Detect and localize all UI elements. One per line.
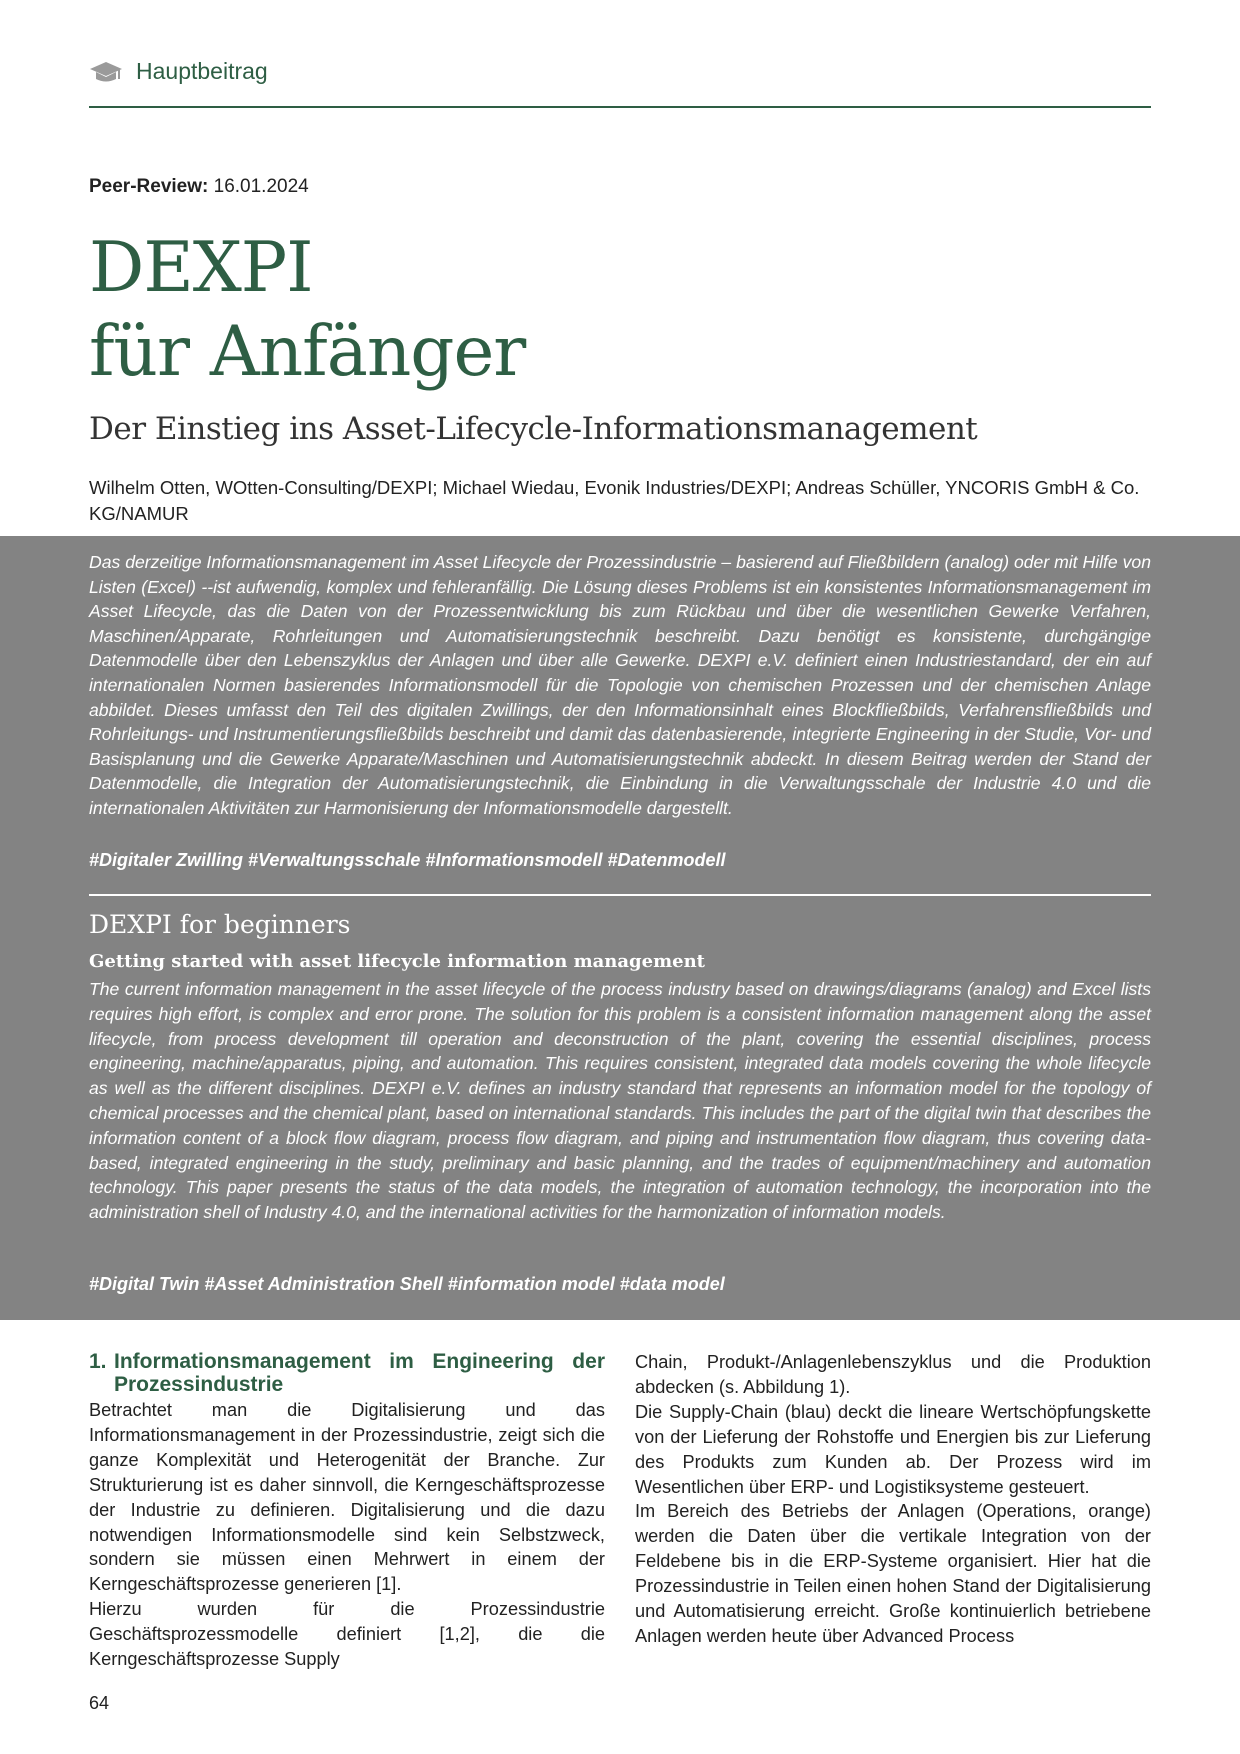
section-label: Hauptbeitrag [136, 58, 268, 84]
abstract-panel [0, 536, 1240, 1320]
peer-review-label: Peer-Review: [89, 176, 209, 197]
article-subtitle: Der Einstieg ins Asset-Lifecycle-Informationsmanagement [89, 411, 978, 447]
peer-review-line [89, 176, 309, 198]
graduation-cap-icon [89, 60, 123, 89]
abstract-divider [89, 894, 1151, 896]
article-title [89, 226, 525, 394]
body-column-right [635, 1350, 1151, 1649]
paragraph: Betrachtet man die Digitalisierung und das Informationsmanagement in der Prozessindustrie, zeigt sich die ganze Komplexität und Heterogenität der Branche. Zur Strukturierung ist es daher sinnvoll, die Kerngeschäftsprozesse der Industrie zu definieren. Digitalisierung und die dazu notwendigen Informationsmodelle sind kein Selbstzweck, sondern sie müssen einen Mehrwert in einem der Kerngeschäftsprozesse generieren [1]. [89, 1400, 605, 1595]
paragraph: Hierzu wurden für die Prozessindustrie Geschäftsprozessmodelle definiert [1,2], die die Kerngeschäftsprozesse Supply [89, 1599, 605, 1670]
abstract-german: Das derzeitige Informationsmanagement im Asset Lifecycle der Prozessindustrie – basierend auf Fließbildern (analog) oder mit Hilfe von Listen (Excel) --ist aufwendig, komplex und fehleranfällig. Die Lösung dieses Problems ist ein konsistentes Informationsmanagement im Asset Lifecycle, das die Daten von der Prozessentwicklung bis zum Rückbau und über die wesentlichen Gewerke Verfahren, Maschinen/Apparate, Rohrleitungen und Automatisierungstechnik beschreibt. Dazu benötigt es konsistente, durchgängige Datenmodelle über den Lebenszyklus der Anlagen und über alle Gewerke. DEXPI e.V. definiert einen Industriestandard, der ein auf internationalen Normen basierendes Informationsmodell für die Topologie von chemischen Prozessen und der chemischen Anlage abbildet. Dieses umfasst den Teil des digitalen Zwillings, der den Informationsinhalt eines Blockfließbilds, Verfahrensfließbilds und Rohrleitungs- und Instrumentierungsfließbilds beschreibt und damit das datenbasierende, integrierte Engineering in der Studie, Vor- und Basisplanung und die Gewerke Apparate/Maschinen und Automatisierungstechnik abdeckt. In diesem Beitrag werden der Stand der Datenmodelle, die Integration der Automatisierungstechnik, die Einbindung in die Verwaltungsschale der Industrie 4.0 und die internationalen Aktivitäten zur Harmonisierung der Informationsmodelle dargestellt. [89, 552, 1151, 818]
english-subtitle: Getting started with asset lifecycle information management [89, 951, 705, 972]
abstract-english: The current information management in the asset lifecycle of the process industry based on drawings/diagrams (analog) and Excel lists requires high effort, is complex and error prone. The solution for this problem is a consistent information management along the asset lifecycle, from process development till operation and deconstruction of the plant, covering the essential disciplines, process engineering, machine/apparatus, piping, and automation. This requires consistent, integrated data models covering the whole lifecycle as well as the different disciplines. DEXPI e.V. defines an industry standard that represents an information model for the topology of chemical processes and the chemical plant, based on international standards. This includes the part of the digital twin that describes the information content of a block flow diagram, process flow diagram, and piping and instrumentation flow diagram, thus covering data-based, integrated engineering in the study, preliminary and basic planning, and the trades of equipment/machinery and automation technology. This paper presents the status of the data models, the integration of automation technology, the incorporation into the administration shell of Industry 4.0, and the international activities for the harmonization of information models. [89, 979, 1151, 1223]
page-number: 64 [89, 1693, 110, 1713]
body-column-left [89, 1350, 605, 1672]
english-title: DEXPI for beginners [89, 910, 351, 939]
paragraph: Die Supply-Chain (blau) deckt die lineare Wertschöpfungskette von der Lieferung der Rohstoffe und Energien bis zur Lieferung des Produkts zum Kunden ab. Der Prozess wird im Wesentlichen über ERP- und Logistiksysteme gesteuert. [635, 1401, 1151, 1497]
peer-review-date: 16.01.2024 [213, 176, 309, 197]
section-header-bar [89, 54, 1151, 108]
section-number: 1. [89, 1350, 107, 1373]
keywords-german: #Digitaler Zwilling #Verwaltungsschale #Informationsmodell #Datenmodell [89, 850, 726, 870]
section-heading-text: Informationsmanagement im Engineering der Prozessindustrie [114, 1350, 605, 1396]
keywords-english: #Digital Twin #Asset Administration Shell #information model #data model [89, 1274, 725, 1294]
paragraph: Im Bereich des Betriebs der Anlagen (Operations, orange) werden die Daten über die vertikale Integration von der Feldebene bis in die ERP-Systeme organisiert. Hier hat die Prozessindustrie in Teilen einen hohen Stand der Digitalisierung und Automatisierung erreicht. Große kontinuierlich betriebene Anlagen werden heute über Advanced Process [635, 1501, 1151, 1646]
article-title-line-1: DEXPI [89, 228, 313, 308]
section-heading [89, 1350, 605, 1396]
author-list: Wilhelm Otten, WOtten-Consulting/DEXPI; Michael Wiedau, Evonik Industries/DEXPI; Andreas Schüller, YNCORIS GmbH & Co. KG/NAMUR [89, 477, 1140, 524]
article-title-line-2: für Anfänger [89, 312, 526, 392]
paragraph: Chain, Produkt-/Anlagenlebenszyklus und die Produktion abdecken (s. Abbildung 1). [635, 1352, 1151, 1397]
